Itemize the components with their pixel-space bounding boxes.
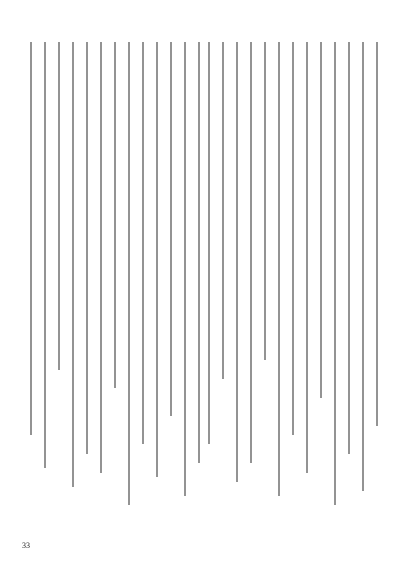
text-column: [142, 42, 144, 444]
text-column: [58, 42, 60, 370]
text-column: [208, 42, 210, 444]
text-column: [376, 42, 378, 426]
text-column: [236, 42, 238, 482]
text-column: [156, 42, 158, 477]
text-column: [348, 42, 350, 454]
text-column: [278, 42, 280, 496]
page-number: 33: [22, 541, 30, 550]
text-column: [306, 42, 308, 473]
text-column: [222, 42, 224, 379]
lower-text-block: [22, 42, 200, 510]
text-column: [362, 42, 364, 491]
text-column: [292, 42, 294, 435]
text-column: [334, 42, 336, 505]
text-column: [86, 42, 88, 454]
text-column: [320, 42, 322, 398]
text-column: [170, 42, 172, 416]
text-column: [184, 42, 186, 496]
text-column: [198, 42, 200, 463]
text-column: [128, 42, 130, 505]
text-column: [264, 42, 266, 360]
text-column: [114, 42, 116, 388]
text-column: [250, 42, 252, 463]
upper-text-block: [200, 42, 378, 510]
text-column: [44, 42, 46, 468]
text-column: [100, 42, 102, 473]
text-column: [72, 42, 74, 487]
text-column: [30, 42, 32, 435]
